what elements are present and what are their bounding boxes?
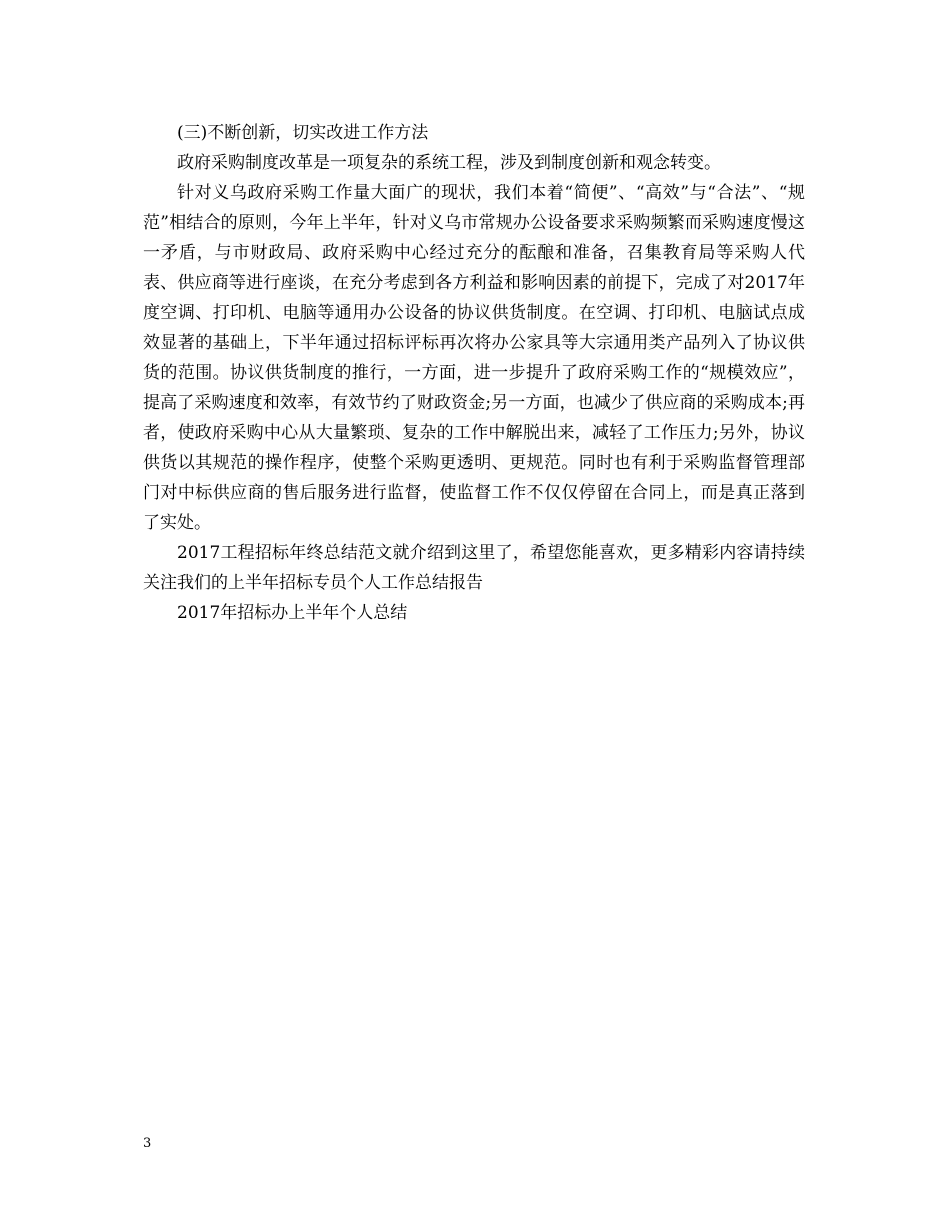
paragraph-closing: 2017工程招标年终总结范文就介绍到这里了，希望您能喜欢，更多精彩内容请持续关注我们的上半年招标专员个人工作总结报告 — [143, 543, 805, 593]
page-number: 3 — [143, 1136, 152, 1151]
paragraph-intro: 政府采购制度改革是一项复杂的系统工程，涉及到制度创新和观念转变。 — [177, 153, 721, 173]
paragraph-related-title: 2017年招标办上半年个人总结 — [177, 603, 408, 623]
section-heading: (三)不断创新，切实改进工作方法 — [177, 123, 429, 143]
paragraph-main: 针对义乌政府采购工作量大面广的现状，我们本着“简便”、“高效”与“合法”、“规范”相结合的原则，今年上半年，针对义乌市常规办公设备要求采购频繁而采购速度慢这一矛盾，与市财政局、政府采购中心经过充分的酝酿和准备，召集教育局等采购人代表、供应商等进行座谈，在充分考虑到各方利益和影响因素的前提下，完成了对2017年度空调、打印机、电脑等通用办公设备的协议供货制度。在空调、打印机、电脑试点成效显著的基础上，下半年通过招标评标再次将办公家具等大宗通用类产品列入了协议供货的范围。协议供货制度的推行，一方面，进一步提升了政府采购工作的“规模效应”，提高了采购速度和效率，有效节约了财政资金;另一方面，也减少了供应商的采购成本;再者，使政府采购中心从大量繁琐、复杂的工作中解脱出来，减轻了工作压力;另外，协议供货以其规范的操作程序，使整个采购更透明、更规范。同时也有利于采购监督管理部门对中标供应商的售后服务进行监督，使监督工作不仅仅停留在合同上，而是真正落到了实处。 — [143, 183, 805, 533]
document-body — [143, 118, 805, 628]
